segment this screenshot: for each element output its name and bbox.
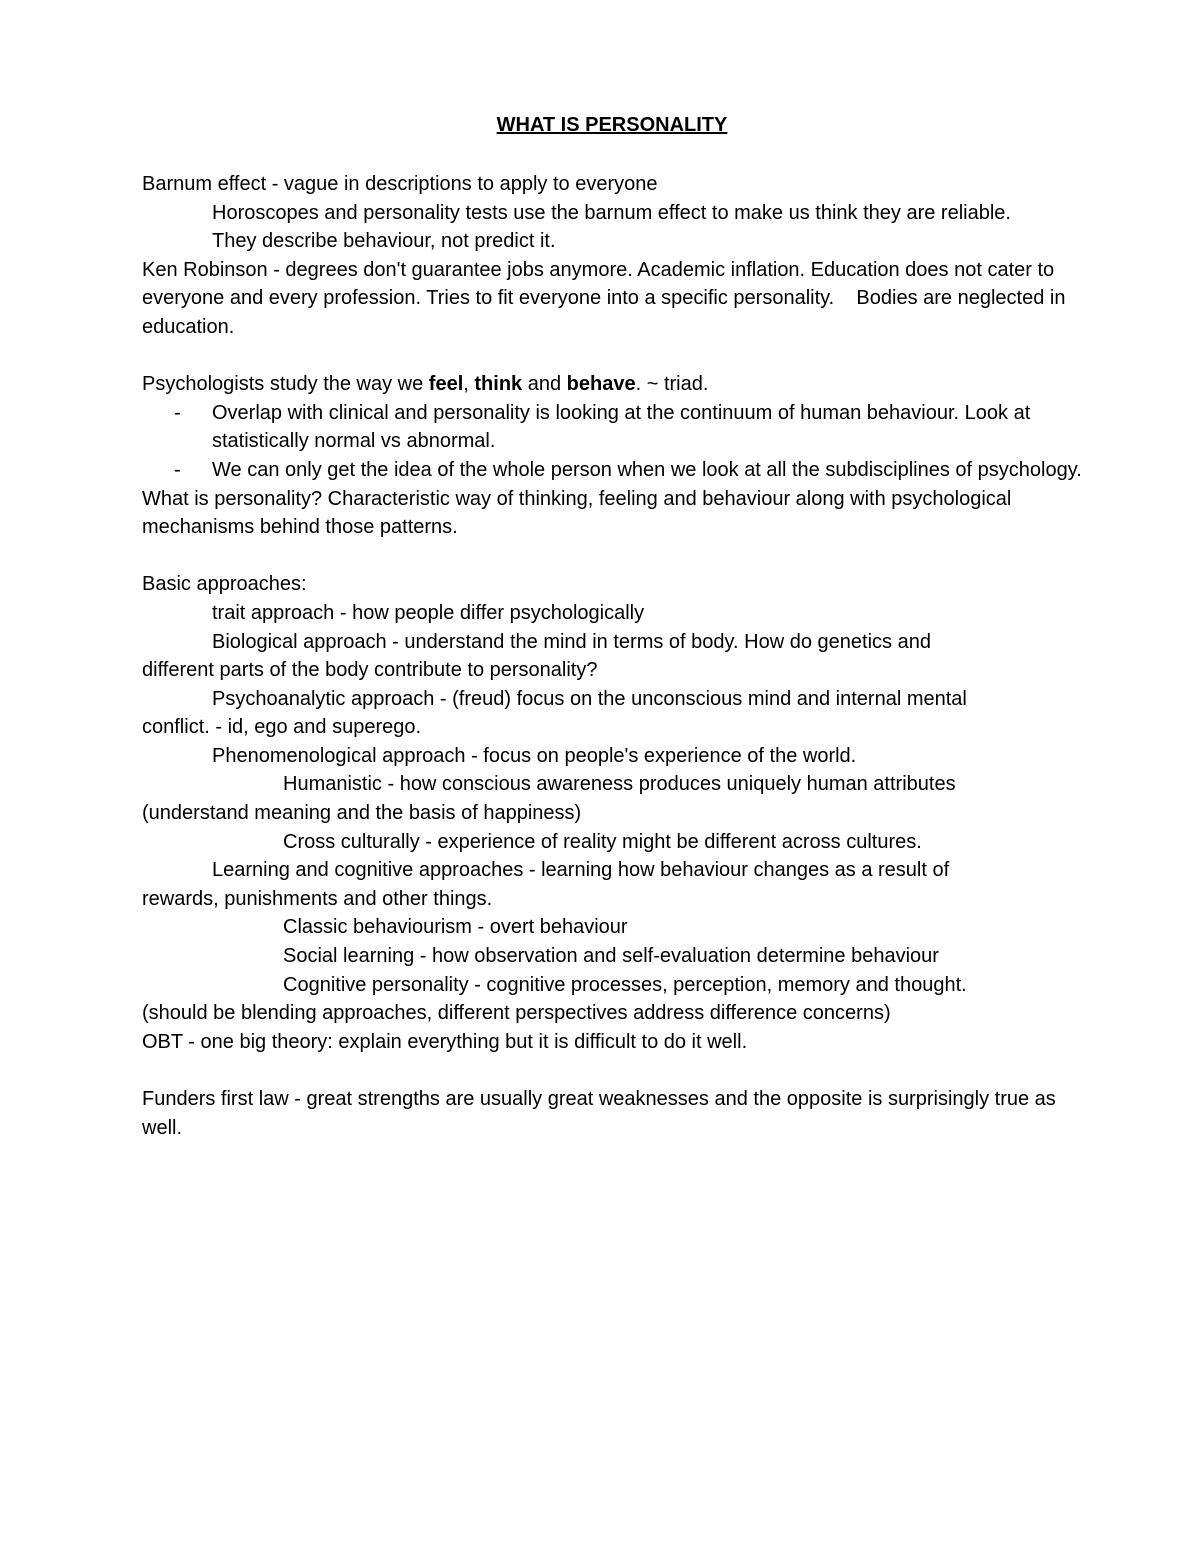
robinson-paragraph: Ken Robinson - degrees don't guarantee jobs anymore. Academic inflation. Education does not cater to everyone and every profession. Tries to fit everyone into a specific personality. Bodies are neglected in education. bbox=[142, 258, 1072, 338]
humanistic-approach: Humanistic - how conscious awareness produces uniquely human attributes bbox=[283, 773, 956, 796]
bullet-item bbox=[142, 399, 1082, 456]
psychoanalytic-approach-cont: conflict. - id, ego and superego. bbox=[142, 716, 422, 739]
learning-approach-cont: rewards, punishments and other things. bbox=[142, 887, 493, 910]
spacer bbox=[142, 342, 1082, 371]
biological-approach: Biological approach - understand the mind in terms of body. How do genetics and bbox=[212, 630, 931, 653]
psych-suffix: . ~ triad. bbox=[635, 373, 709, 396]
barnum-sub-1: Horoscopes and personality tests use the barnum effect to make us think they are reliable. bbox=[212, 201, 1011, 224]
classic-behaviourism: Classic behaviourism - overt behaviour bbox=[283, 916, 628, 939]
psychologists-line bbox=[142, 370, 1082, 399]
bullet-text: We can only get the idea of the whole person when we look at all the subdisciplines of psychology. bbox=[212, 458, 1082, 481]
biological-approach-cont: different parts of the body contribute to personality? bbox=[142, 659, 598, 682]
psych-behave: behave bbox=[566, 373, 636, 396]
social-learning: Social learning - how observation and self-evaluation determine behaviour bbox=[283, 945, 939, 968]
psych-think: think bbox=[474, 373, 523, 396]
barnum-sub-2: They describe behaviour, not predict it. bbox=[212, 230, 556, 253]
trait-approach: trait approach - how people differ psychologically bbox=[212, 601, 645, 624]
cross-cultural-approach: Cross culturally - experience of reality might be different across cultures. bbox=[283, 830, 922, 853]
definition-paragraph: What is personality? Characteristic way of thinking, feeling and behaviour along with psychological mechanisms behind those patterns. bbox=[142, 487, 1012, 539]
blending-note: (should be blending approaches, different perspectives address difference concerns) bbox=[142, 1002, 891, 1025]
spacer bbox=[142, 542, 1082, 571]
page-title: WHAT IS PERSONALITY bbox=[496, 114, 728, 136]
cognitive-personality: Cognitive personality - cognitive processes, perception, memory and thought. bbox=[283, 973, 967, 996]
psych-comma: , bbox=[463, 373, 475, 396]
bullet-item bbox=[142, 456, 1082, 485]
obt-line: OBT - one big theory: explain everything but it is difficult to do it well. bbox=[142, 1030, 748, 1053]
psych-feel: feel bbox=[428, 373, 464, 396]
phenomenological-approach: Phenomenological approach - focus on people's experience of the world. bbox=[212, 744, 857, 767]
psych-and: and bbox=[522, 373, 567, 396]
funders-law: Funders first law - great strengths are usually great weaknesses and the opposite is surprisingly true as well. bbox=[142, 1088, 1056, 1139]
bullet-text: Overlap with clinical and personality is looking at the continuum of human behaviour. Look at statistically normal vs abnormal. bbox=[212, 401, 1031, 453]
psych-prefix: Psychologists study the way we bbox=[142, 373, 429, 396]
bullet-dash: - bbox=[174, 401, 181, 424]
bullet-dash: - bbox=[174, 458, 181, 481]
learning-approach: Learning and cognitive approaches - learning how behaviour changes as a result of bbox=[212, 859, 950, 882]
document-page bbox=[142, 108, 1082, 1142]
barnum-line: Barnum effect - vague in descriptions to apply to everyone bbox=[142, 173, 658, 195]
humanistic-approach-cont: (understand meaning and the basis of happiness) bbox=[142, 802, 582, 825]
spacer bbox=[142, 1056, 1082, 1085]
approaches-heading: Basic approaches: bbox=[142, 573, 307, 596]
psychoanalytic-approach: Psychoanalytic approach - (freud) focus on the unconscious mind and internal mental bbox=[212, 687, 967, 710]
